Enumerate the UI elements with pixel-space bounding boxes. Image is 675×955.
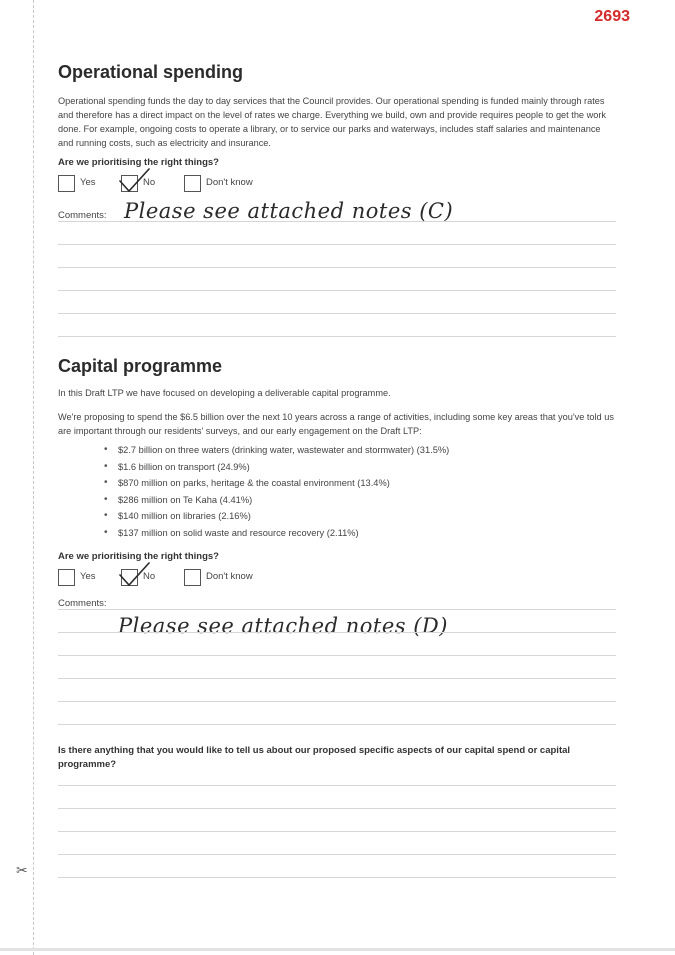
comment-line[interactable] [58, 632, 616, 633]
capital-item: • $1.6 billion on transport (24.9%) [104, 459, 449, 476]
cut-line [33, 0, 34, 955]
capital-comments-label: Comments: [58, 598, 107, 609]
comment-line[interactable] [58, 267, 616, 268]
checkbox-yes[interactable] [58, 569, 75, 586]
capital-programme-title: Capital programme [58, 356, 223, 376]
comment-line[interactable] [58, 701, 616, 702]
answer-line[interactable] [58, 785, 616, 786]
operational-comment-handwriting: Please see attached notes (C) [124, 199, 454, 223]
comment-line[interactable] [58, 678, 616, 679]
comment-line[interactable] [58, 609, 616, 610]
scissors-icon: ✂ [16, 862, 28, 878]
capital-item: • $870 million on parks, heritage & the coastal environment (13.4%) [104, 475, 449, 492]
operational-spending-title: Operational spending [58, 62, 244, 82]
capital-specific-question: Is there anything that you would like to tell us about our proposed specific aspects of our capital spend or capital programme? [58, 745, 571, 770]
answer-line[interactable] [58, 877, 616, 878]
capital-item: • $137 million on solid waste and resource recovery (2.11%) [104, 525, 449, 542]
capital-items-list [104, 442, 449, 542]
capital-comment-handwriting: Please see attached notes (D) [118, 614, 448, 638]
option-label-dont-know: Don't know [206, 571, 253, 582]
comment-line[interactable] [58, 313, 616, 314]
page-number: 2693 [594, 8, 630, 25]
operational-comments-label: Comments: [58, 210, 107, 221]
capital-description: We're proposing to spend the $6.5 billion over the next 10 years across a range of activities, including some key areas that you've told us are important through our residents' surveys, and our early engagement on the Draft LTP: [58, 412, 614, 436]
comment-line[interactable] [58, 221, 616, 222]
capital-intro: In this Draft LTP we have focused on developing a deliverable capital programme. [58, 388, 391, 398]
operational-question: Are we prioritising the right things? [58, 157, 219, 168]
option-label-yes: Yes [80, 177, 96, 188]
answer-line[interactable] [58, 808, 616, 809]
checkbox-yes[interactable] [58, 175, 75, 192]
answer-line[interactable] [58, 854, 616, 855]
capital-item: • $140 million on libraries (2.16%) [104, 508, 449, 525]
capital-options [58, 569, 378, 587]
comment-line[interactable] [58, 290, 616, 291]
comment-line[interactable] [58, 336, 616, 337]
comment-line[interactable] [58, 244, 616, 245]
capital-item: • $286 million on Te Kaha (4.41%) [104, 492, 449, 509]
operational-options [58, 175, 378, 193]
comment-line[interactable] [58, 724, 616, 725]
option-label-no: No [143, 177, 156, 188]
capital-item: • $2.7 billion on three waters (drinking water, wastewater and stormwater) (31.5%) [104, 442, 449, 459]
comment-line[interactable] [58, 655, 616, 656]
operational-spending-description: Operational spending funds the day to day services that the Council provides. Our operational spending is funded mainly through rates and therefore has a direct impact on the level of rates we charge. Everything we build, own and provide requires people to get the work done. For example, ongoing costs to operate a library, or to service our parks and waterways, includes staff salaries and maintenance and running costs, such as electricity and insurance. [58, 96, 606, 148]
option-label-dont-know: Don't know [206, 177, 253, 188]
page-bottom-edge [0, 948, 675, 951]
option-label-yes: Yes [80, 571, 96, 582]
answer-line[interactable] [58, 831, 616, 832]
capital-question: Are we prioritising the right things? [58, 551, 219, 562]
checkbox-dont-know[interactable] [184, 569, 201, 586]
option-label-no: No [143, 571, 156, 582]
checkbox-dont-know[interactable] [184, 175, 201, 192]
